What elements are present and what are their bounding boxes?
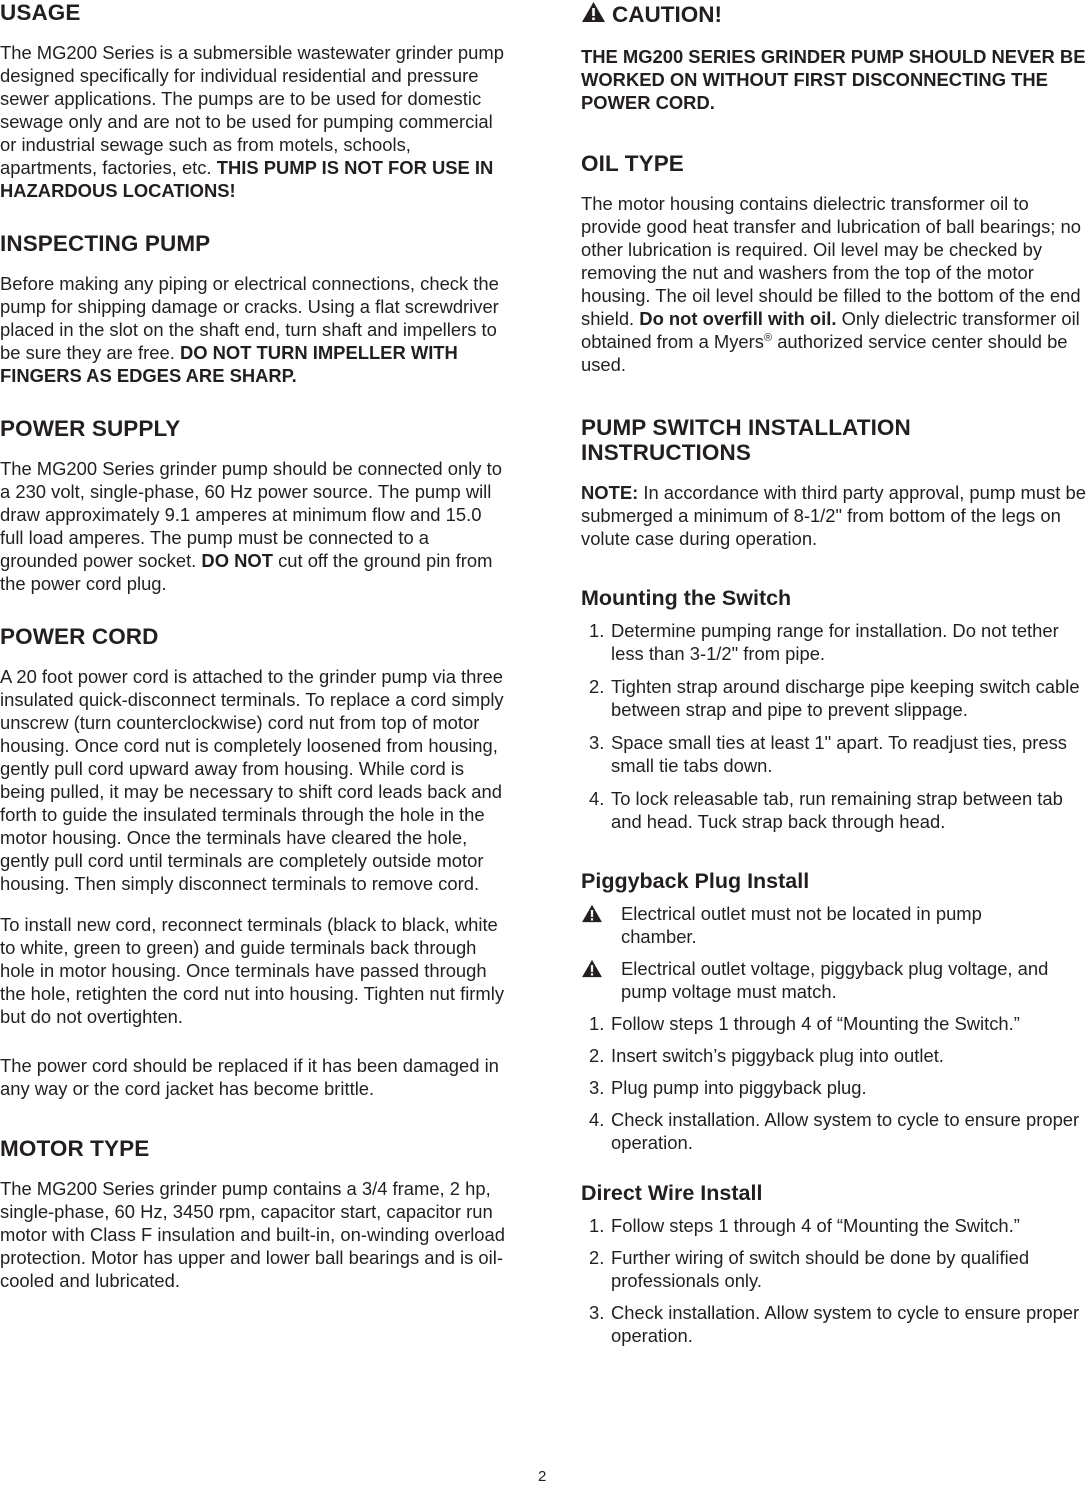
page-number: 2 (538, 1468, 547, 1485)
list-item: 3. Space small ties at least 1" apart. To readjust ties, press small tie tabs down. (589, 732, 1067, 776)
right-column (581, 0, 1087, 1347)
power-supply-heading: POWER SUPPLY (0, 416, 181, 441)
oil-type-heading: OIL TYPE (581, 151, 684, 176)
motor-type-heading: MOTOR TYPE (0, 1136, 150, 1161)
power-cord-heading: POWER CORD (0, 624, 159, 649)
list-item: 3. Check installation. Allow system to cycle to ensure proper operation. (589, 1302, 1080, 1346)
usage-warning: THIS PUMP IS NOT FOR USE IN HAZARDOUS LOCATIONS! (0, 157, 494, 201)
caution-text: THE MG200 SERIES GRINDER PUMP SHOULD NEVER BE WORKED ON WITHOUT FIRST DISCONNECTING THE POWER CORD. (581, 46, 1086, 113)
usage-text: The MG200 Series is a submersible wastewater grinder pump designed specifically for individual residential and pressure sewer applications. The pumps are to be used for domestic sewage only and are not to be used for pumping commercial or industrial sewage such as from motels, schools, apartments, factories, etc. THIS PUMP IS NOT FOR USE IN HAZARDOUS LOCATIONS! (0, 42, 504, 201)
motor-type-text: The MG200 Series grinder pump contains a 3/4 frame, 2 hp, single-phase, 60 Hz, 3450 rpm, capacitor start, capacitor run motor with Class F insulation and built-in, on-winding overload protection. Motor has upper and lower ball bearings and is oil-cooled and lubricated. (0, 1178, 505, 1291)
switch-install-note: NOTE: In accordance with third party approval, pump must be submerged a minimum of 8-1/2" from bottom of the legs on volute case during operation. (581, 482, 1086, 549)
piggyback-warning-1: Electrical outlet must not be located in pump chamber. (581, 902, 1087, 948)
left-column (0, 0, 510, 1292)
oil-warning: Do not overfill with oil. (639, 308, 837, 329)
inspecting-heading: INSPECTING PUMP (0, 231, 211, 256)
switch-install-heading: PUMP SWITCH INSTALLATION INSTRUCTIONS (581, 415, 911, 465)
warning-triangle-icon (581, 957, 621, 1003)
list-item: 4. To lock releasable tab, run remaining strap between tab and head. Tuck strap back through head. (589, 788, 1063, 832)
list-item: 3. Plug pump into piggyback plug. (589, 1077, 867, 1098)
list-item: 1. Follow steps 1 through 4 of “Mounting the Switch.” (589, 1013, 1020, 1034)
list-item: 1. Follow steps 1 through 4 of “Mounting the Switch.” (589, 1215, 1020, 1236)
power-cord-p1: A 20 foot power cord is attached to the grinder pump via three insulated quick-disconnect terminals. To replace a cord simply unscrew (turn counterclockwise) cord nut from top of motor housing. Once cord nut is completely loosened from housing, gently pull cord upward away from housing. While cord is being pulled, it may be necessary to shift cord leads back and forth to guide the insulated terminals through the hole in the motor housing. Once the terminals have cleared the hole, gently pull cord until terminals are completely outside motor housing. Then simply disconnect terminals to remove cord. (0, 666, 504, 894)
piggyback-warning-2: Electrical outlet voltage, piggyback plug voltage, and pump voltage must match. (581, 957, 1087, 1003)
caution-label: CAUTION! (612, 2, 722, 27)
power-cord-p3: The power cord should be replaced if it has been damaged in any way or the cord jacket has become brittle. (0, 1055, 499, 1099)
usage-heading: USAGE (0, 0, 81, 25)
power-supply-warning: DO NOT (201, 550, 273, 571)
note-label: NOTE: (581, 482, 639, 503)
warning-triangle-icon (581, 1, 606, 29)
mounting-steps (581, 619, 1087, 833)
inspecting-text: Before making any piping or electrical connections, check the pump for shipping damage or cracks. Using a flat screwdriver placed in the slot on the shaft end, turn shaft and impellers to be sure they are free. DO NOT TURN IMPELLER WITH FINGERS AS EDGES ARE SHARP. (0, 273, 499, 386)
oil-type-text: The motor housing contains dielectric transformer oil to provide good heat transfer and lubrication of ball bearings; no other lubrication is required. Oil level may be checked by removing the nut and washers from the top of the motor housing. The oil level should be filled to the bottom of the end shield. Do not overfill with oil. Only dielectric transformer oil obtained from a Myers® authorized service center should be used. (581, 193, 1081, 375)
mounting-heading: Mounting the Switch (581, 586, 792, 610)
power-supply-text: The MG200 Series grinder pump should be connected only to a 230 volt, single-phase, 60 Hz power source. The pump will draw approximately 9.1 amperes at minimum flow and 15.0 full load amperes. The pump must be connected to a grounded power socket. DO NOT cut off the ground pin from the power cord plug. (0, 458, 502, 594)
list-item: 2. Insert switch’s piggyback plug into outlet. (589, 1045, 944, 1066)
list-item: 4. Check installation. Allow system to cycle to ensure proper operation. (589, 1109, 1080, 1153)
registered-mark: ® (763, 331, 773, 344)
power-cord-p2: To install new cord, reconnect terminals (black to black, white to white, green to green) and guide terminals back through hole in motor housing. Once terminals have passed through the hole, retighten the cord nut into housing. Tighten nut firmly but do not overtighten. (0, 914, 505, 1027)
direct-wire-heading: Direct Wire Install (581, 1181, 763, 1205)
piggyback-steps (581, 1012, 1087, 1154)
caution-heading (581, 1, 1087, 29)
list-item: 2. Tighten strap around discharge pipe keeping switch cable between strap and pipe to prevent slippage. (589, 676, 1080, 720)
piggyback-heading: Piggyback Plug Install (581, 869, 810, 893)
list-item: 1. Determine pumping range for installation. Do not tether less than 3-1/2" from pipe. (589, 620, 1059, 664)
inspecting-warning: DO NOT TURN IMPELLER WITH FINGERS AS EDGES ARE SHARP. (0, 342, 458, 386)
list-item: 2. Further wiring of switch should be done by qualified professionals only. (589, 1247, 1030, 1291)
direct-wire-steps (581, 1214, 1087, 1347)
warning-triangle-icon (581, 902, 621, 948)
